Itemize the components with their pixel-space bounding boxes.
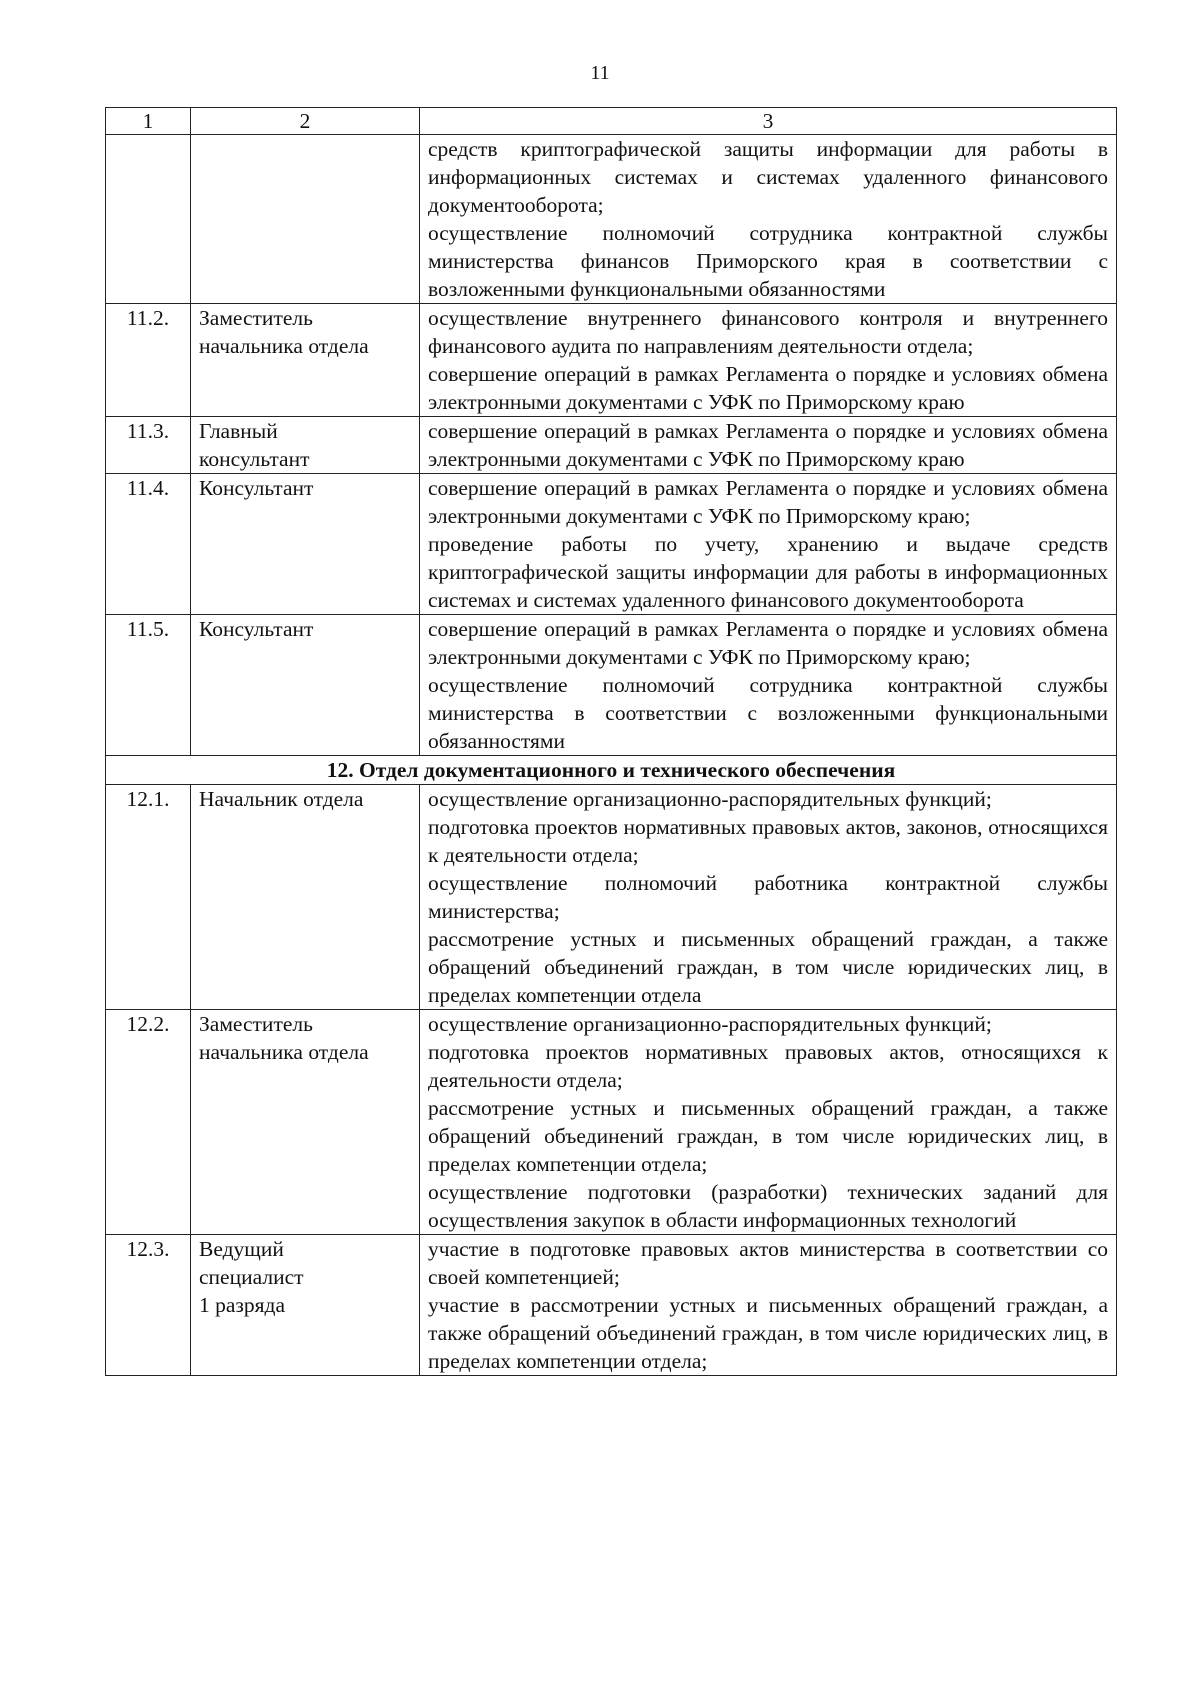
position-title-line: Заместитель <box>199 306 313 330</box>
duty-paragraph: осуществление полномочий работника контрактной службы министерства; <box>428 871 1108 923</box>
duty-paragraph: участие в рассмотрении устных и письменных обращений граждан, а также обращений объединений граждан, в том числе юридических лиц, в пределах компетенции отдела; <box>428 1293 1108 1373</box>
duty-paragraph: проведение работы по учету, хранению и выдаче средств криптографической защиты информации для работы в информационных системах и системах удаленного финансового документооборота <box>428 532 1108 612</box>
position-title-line: Заместитель <box>199 1012 313 1036</box>
table-row <box>106 785 1117 1010</box>
position-cell <box>191 417 420 474</box>
duties-cell <box>420 474 1117 615</box>
table-row <box>106 417 1117 474</box>
duty-paragraph: рассмотрение устных и письменных обращений граждан, а также обращений объединений граждан, в том числе юридических лиц, в пределах компетенции отдела; <box>428 1096 1108 1176</box>
position-title-line: специалист <box>199 1265 304 1289</box>
section-title: 12. Отдел документационного и технического обеспечения <box>106 756 1117 785</box>
position-title-line: начальника отдела <box>199 1040 369 1064</box>
duties-cell <box>420 785 1117 1010</box>
row-number: 11.4. <box>106 474 191 615</box>
position-title-line: Консультант <box>199 476 314 500</box>
position-cell <box>191 1010 420 1235</box>
duties-cell <box>420 135 1117 304</box>
table-row <box>106 304 1117 417</box>
duty-paragraph: осуществление организационно-распорядительных функций; <box>428 1012 992 1036</box>
column-header-number: 1 <box>106 108 191 135</box>
duty-paragraph: совершение операций в рамках Регламента о порядке и условиях обмена электронными документами с УФК по Приморскому краю; <box>428 617 1108 669</box>
duty-paragraph: осуществление полномочий сотрудника контрактной службы министерства финансов Приморского края в соответствии с возложенными функциональными обязанностями <box>428 221 1108 301</box>
position-title-line: Начальник отдела <box>199 787 364 811</box>
row-number: 11.3. <box>106 417 191 474</box>
duties-cell <box>420 615 1117 756</box>
duty-paragraph: осуществление полномочий сотрудника контрактной службы министерства в соответствии с возложенными функциональными обязанностями <box>428 673 1108 753</box>
position-cell <box>191 615 420 756</box>
table-row <box>106 135 1117 304</box>
position-cell <box>191 1235 420 1376</box>
duty-paragraph: подготовка проектов нормативных правовых актов, законов, относящихся к деятельности отдела; <box>428 815 1108 867</box>
duties-cell <box>420 417 1117 474</box>
duty-paragraph: участие в подготовке правовых актов министерства в соответствии со своей компетенцией; <box>428 1237 1108 1289</box>
duties-cell <box>420 1010 1117 1235</box>
table-row <box>106 1235 1117 1376</box>
position-title-line: Ведущий <box>199 1237 284 1261</box>
duty-paragraph: осуществление организационно-распорядительных функций; <box>428 787 992 811</box>
section-header-row <box>106 756 1117 785</box>
position-cell <box>191 785 420 1010</box>
row-number: 11.5. <box>106 615 191 756</box>
duty-paragraph: осуществление подготовки (разработки) технических заданий для осуществления закупок в области информационных технологий <box>428 1180 1108 1232</box>
row-number: 12.3. <box>106 1235 191 1376</box>
duty-paragraph: средств криптографической защиты информации для работы в информационных системах и системах удаленного финансового документооборота; <box>428 137 1108 217</box>
position-cell <box>191 304 420 417</box>
duty-paragraph: совершение операций в рамках Регламента о порядке и условиях обмена электронными документами с УФК по Приморскому краю; <box>428 476 1108 528</box>
row-number: 12.2. <box>106 1010 191 1235</box>
position-cell <box>191 135 420 304</box>
position-title-line: Консультант <box>199 617 314 641</box>
row-number: 12.1. <box>106 785 191 1010</box>
duties-cell <box>420 1235 1117 1376</box>
column-header-duties: 3 <box>420 108 1117 135</box>
table-row <box>106 1010 1117 1235</box>
row-number <box>106 135 191 304</box>
duty-paragraph: подготовка проектов нормативных правовых актов, относящихся к деятельности отдела; <box>428 1040 1108 1092</box>
position-cell <box>191 474 420 615</box>
table-row <box>106 615 1117 756</box>
position-title-line: Главный <box>199 419 278 443</box>
duty-paragraph: совершение операций в рамках Регламента о порядке и условиях обмена электронными документами с УФК по Приморскому краю <box>428 362 1108 414</box>
position-title-line: начальника отдела <box>199 334 369 358</box>
duty-paragraph: совершение операций в рамках Регламента о порядке и условиях обмена электронными документами с УФК по Приморскому краю <box>428 419 1108 471</box>
table-header-row <box>106 108 1117 135</box>
table-row <box>106 474 1117 615</box>
duties-cell <box>420 304 1117 417</box>
duty-paragraph: рассмотрение устных и письменных обращений граждан, а также обращений объединений граждан, в том числе юридических лиц, в пределах компетенции отдела <box>428 927 1108 1007</box>
responsibilities-table <box>105 107 1117 1376</box>
row-number: 11.2. <box>106 304 191 417</box>
position-title-line: 1 разряда <box>199 1293 286 1317</box>
column-header-position: 2 <box>191 108 420 135</box>
page-number: 11 <box>590 62 610 84</box>
duty-paragraph: осуществление внутреннего финансового контроля и внутреннего финансового аудита по направлениям деятельности отдела; <box>428 306 1108 358</box>
position-title-line: консультант <box>199 447 310 471</box>
